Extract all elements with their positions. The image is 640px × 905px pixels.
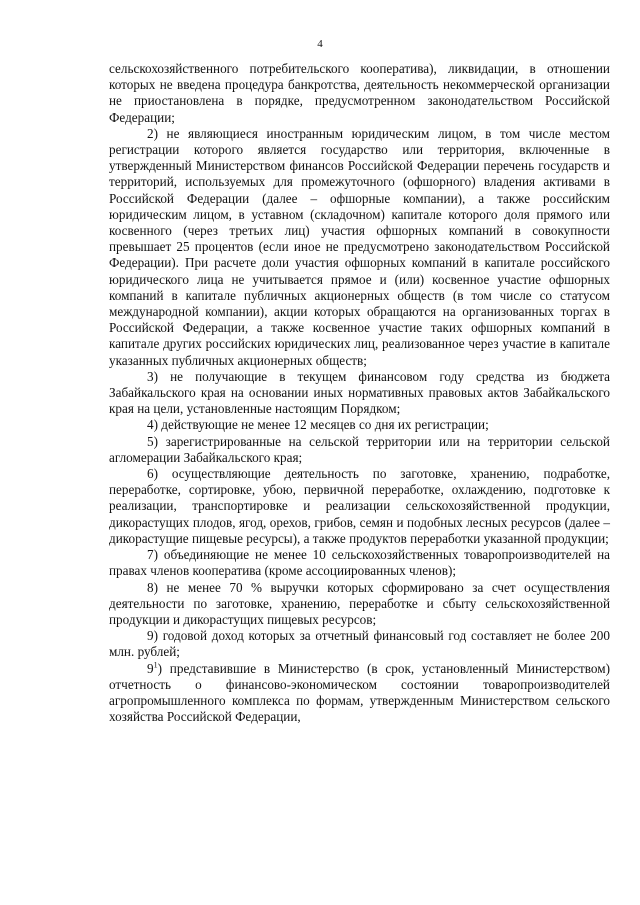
paragraph-text: действующие не менее 12 месяцев со дня их регистрации; <box>161 417 489 433</box>
paragraph-item-8 <box>109 580 610 629</box>
paragraph-item-7 <box>109 547 610 579</box>
paragraph-text: ) представившие в Министерство (в срок, установленный Министерством) отчетность о финансово-экономическом состоянии товаропроизводителей агропромышленного комплекса по формам, утвержденным Министерством сельского хозяйства Российской Федерации, <box>109 660 610 725</box>
paragraph-text: осуществляющие деятельность по заготовке, хранению, подработке, переработке, сортировке, убою, первичной переработке, охлаждению, подготовке к реализации, транспортировке и реализации сельскохозяйственной продукции, дикорастущих плодов, ягод, орехов, грибов, семян и подобных лесных ресурсов (далее – дикорастущие пищевые ресурсы), а также продуктов переработки указанной продукции; <box>109 466 610 546</box>
paragraph-item-4 <box>109 417 610 433</box>
item-number: 7) <box>147 547 164 563</box>
item-number: 5) <box>147 433 166 449</box>
item-superscript: 1 <box>153 660 158 670</box>
item-number: 2) <box>147 125 167 141</box>
paragraph-text: не являющиеся иностранным юридическим лицом, в том числе местом регистрации которого является государство или территория, включенные в утвержденный Министерством финансов Российской Федерации перечень государств и территорий, используемых для промежуточного (офшорного) владения активами в Российской Федерации (далее – офшорные компании), а также российским юридическим лицом, в уставном (складочном) капитале которого доля прямого или косвенного (через третьих лиц) участия офшорных компаний в совокупности превышает 25 процентов (если иное не предусмотрено законодательством Российской Федерации). При расчете доли участия офшорных компаний в капитале российского юридического лица не учитывается прямое и (или) косвенное участие офшорных компаний в капитале публичных акционерных обществ (в том числе со статусом международной компании), акции которых обращаются на организованных торгах в Российской Федерации, а также косвенное участие таких офшорных компаний в капитале других российских юридических лиц, реализованное через участие в капитале указанных публичных акционерных обществ; <box>109 125 610 368</box>
paragraph-text: не менее 70 % выручки которых сформировано за счет осуществления деятельности по заготовке, хранению, переработке и сбыту сельскохозяйственной продукции и дикорастущих пищевых ресурсов; <box>109 579 610 627</box>
paragraph-text: зарегистрированные на сельской территории или на территории сельской агломерации Забайкальского края; <box>109 433 610 465</box>
item-number: 3) <box>147 368 171 384</box>
item-number: 6) <box>147 466 172 482</box>
paragraph-text: объединяющие не менее 10 сельскохозяйственных товаропроизводителей на правах членов кооператива (кроме ассоциированных членов); <box>109 547 610 579</box>
paragraph-item-6 <box>109 466 610 547</box>
paragraph-text: сельскохозяйственного потребительского кооператива), ликвидации, в отношении которых не введена процедура банкротства, деятельность некоммерческой организации не приостановлена в порядке, предусмотренном законодательством Российской Федерации; <box>109 61 610 125</box>
item-number: 4) <box>147 417 162 433</box>
paragraph-item-3 <box>109 369 610 418</box>
item-number: 8) <box>147 579 167 595</box>
paragraph-text: годовой доход которых за отчетный финансовый год составляет не более 200 млн. рублей; <box>109 628 610 660</box>
paragraph-continuation <box>109 61 610 126</box>
item-number: 9) <box>147 628 163 644</box>
paragraph-item-2 <box>109 126 610 369</box>
item-number: 9 <box>147 660 154 676</box>
paragraph-item-5 <box>109 434 610 466</box>
page-number: 4 <box>317 38 323 50</box>
document-body <box>109 61 610 725</box>
paragraph-item-9-1 <box>109 661 610 726</box>
paragraph-item-9 <box>109 628 610 660</box>
paragraph-text: не получающие в текущем финансовом году средства из бюджета Забайкальского края на основании иных нормативных правовых актов Забайкальского края на цели, установленные настоящим Порядком; <box>109 368 610 417</box>
